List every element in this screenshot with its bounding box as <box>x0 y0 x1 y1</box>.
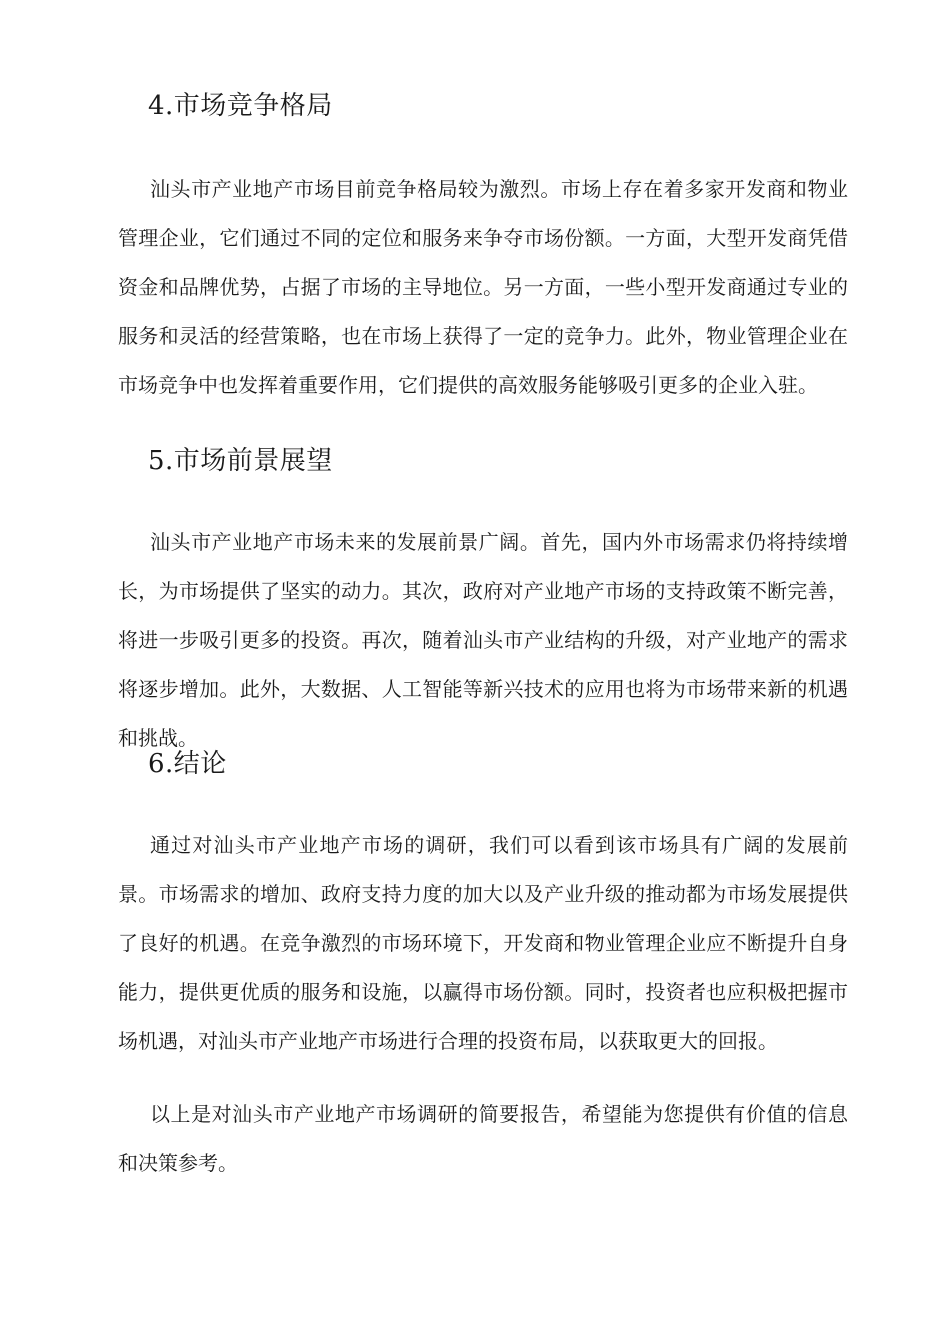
paragraph-closing-note: 以上是对汕头市产业地产市场调研的简要报告，希望能为您提供有价值的信息和决策参考。 <box>118 1102 848 1175</box>
section-heading-market-competition: 4.市场竞争格局 <box>148 91 333 121</box>
section-heading-conclusion: 6.结论 <box>148 749 227 779</box>
paragraph-conclusion: 通过对汕头市产业地产市场的调研，我们可以看到该市场具有广阔的发展前景。市场需求的增加、政府支持力度的加大以及产业升级的推动都为市场发展提供了良好的机遇。在竞争激烈的市场环境下，开发商和物业管理企业应不断提升自身能力，提供更优质的服务和设施，以赢得市场份额。同时，投资者也应积极把握市场机遇，对汕头市产业地产市场进行合理的投资布局，以获取更大的回报。 <box>118 833 848 1053</box>
section-heading-market-outlook: 5.市场前景展望 <box>148 446 333 476</box>
paragraph-market-outlook: 汕头市产业地产市场未来的发展前景广阔。首先，国内外市场需求仍将持续增长，为市场提供了坚实的动力。其次，政府对产业地产市场的支持政策不断完善，将进一步吸引更多的投资。再次，随着汕头市产业结构的升级，对产业地产的需求将逐步增加。此外，大数据、人工智能等新兴技术的应用也将为市场带来新的机遇和挑战。 <box>118 530 848 750</box>
paragraph-market-competition: 汕头市产业地产市场目前竞争格局较为激烈。市场上存在着多家开发商和物业管理企业，它们通过不同的定位和服务来争夺市场份额。一方面，大型开发商凭借资金和品牌优势，占据了市场的主导地位。另一方面，一些小型开发商通过专业的服务和灵活的经营策略，也在市场上获得了一定的竞争力。此外，物业管理企业在市场竞争中也发挥着重要作用，它们提供的高效服务能够吸引更多的企业入驻。 <box>118 177 848 397</box>
